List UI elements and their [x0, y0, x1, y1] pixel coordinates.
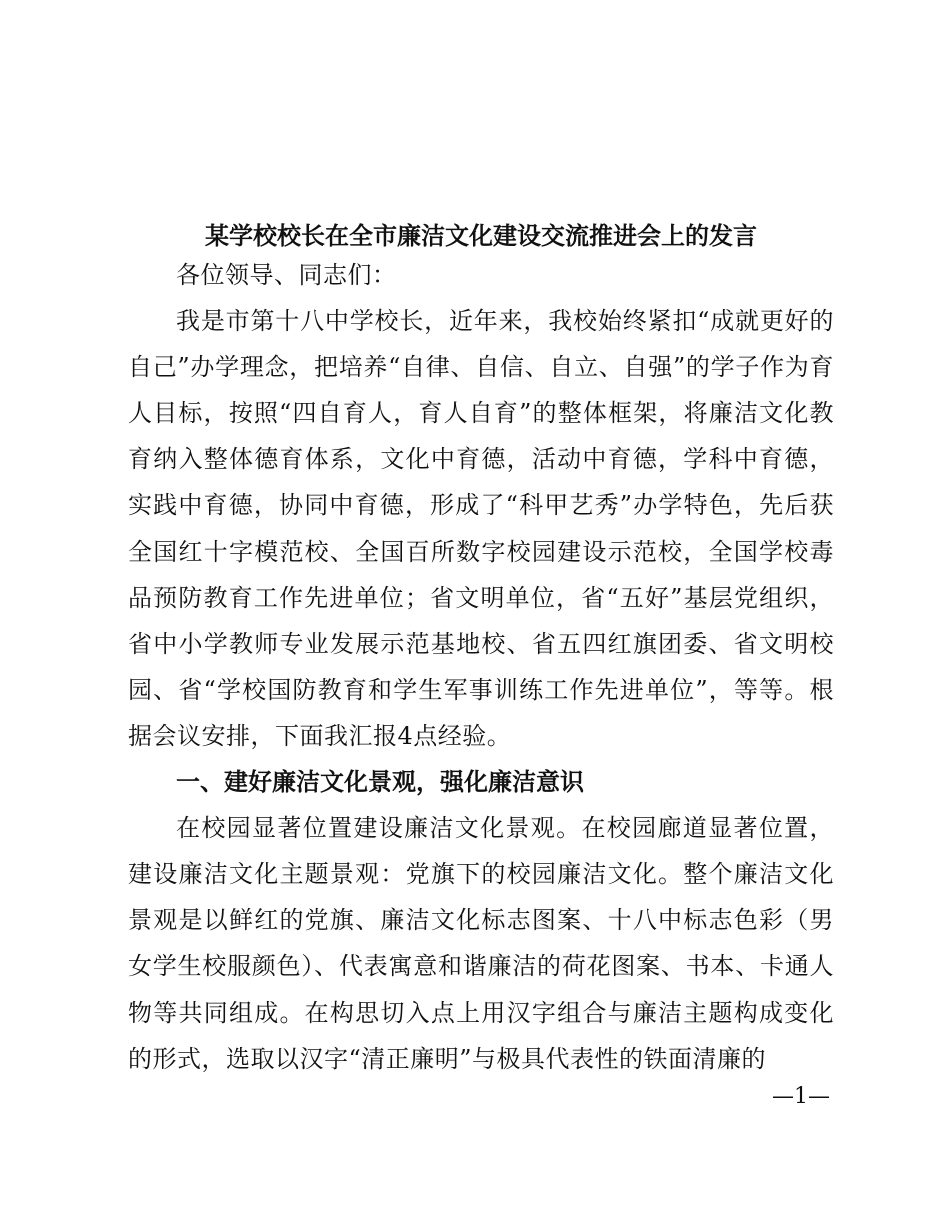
- intro-paragraph: 我是市第十八中学校长，近年来，我校始终紧扣“成就更好的自己”办学理念，把培养“自律、自信、自立、自强”的学子作为育人目标，按照“四自育人，育人自育”的整体框架，将廉洁文化教育纳入整体德育体系，文化中育德，活动中育德，学科中育德，实践中育德，协同中育德，形成了“科甲艺秀”办学特色，先后获全国红十字模范校、全国百所数字校园建设示范校，全国学校毒品预防教育工作先进单位；省文明单位，省“五好”基层党组织，省中小学教师专业发展示范基地校、省五四红旗团委、省文明校园、省“学校国防教育和学生军事训练工作先进单位”，等等。根据会议安排，下面我汇报4点经验。: [128, 307, 834, 750]
- page-number: —1—: [772, 1084, 830, 1109]
- section-heading: 一、建好廉洁文化景观，强化廉洁意识: [176, 768, 584, 797]
- document-body: [128, 252, 834, 1082]
- salutation: 各位领导、同志们：: [176, 261, 397, 289]
- section-paragraph: 在校园显著位置建设廉洁文化景观。在校园廊道显著位置，建设廉洁文化主题景观：党旗下的校园廉洁文化。整个廉洁文化景观是以鲜红的党旗、廉洁文化标志图案、十八中标志色彩（男女学生校服颜色）、代表寓意和谐廉洁的荷花图案、书本、卡通人物等共同组成。在构思切入点上用汉字组合与廉洁主题构成变化的形式，选取以汉字“清正廉明”与极具代表性的铁面清廉的: [128, 814, 834, 1073]
- document-title: 某学校校长在全市廉洁文化建设交流推进会上的发言: [205, 221, 757, 250]
